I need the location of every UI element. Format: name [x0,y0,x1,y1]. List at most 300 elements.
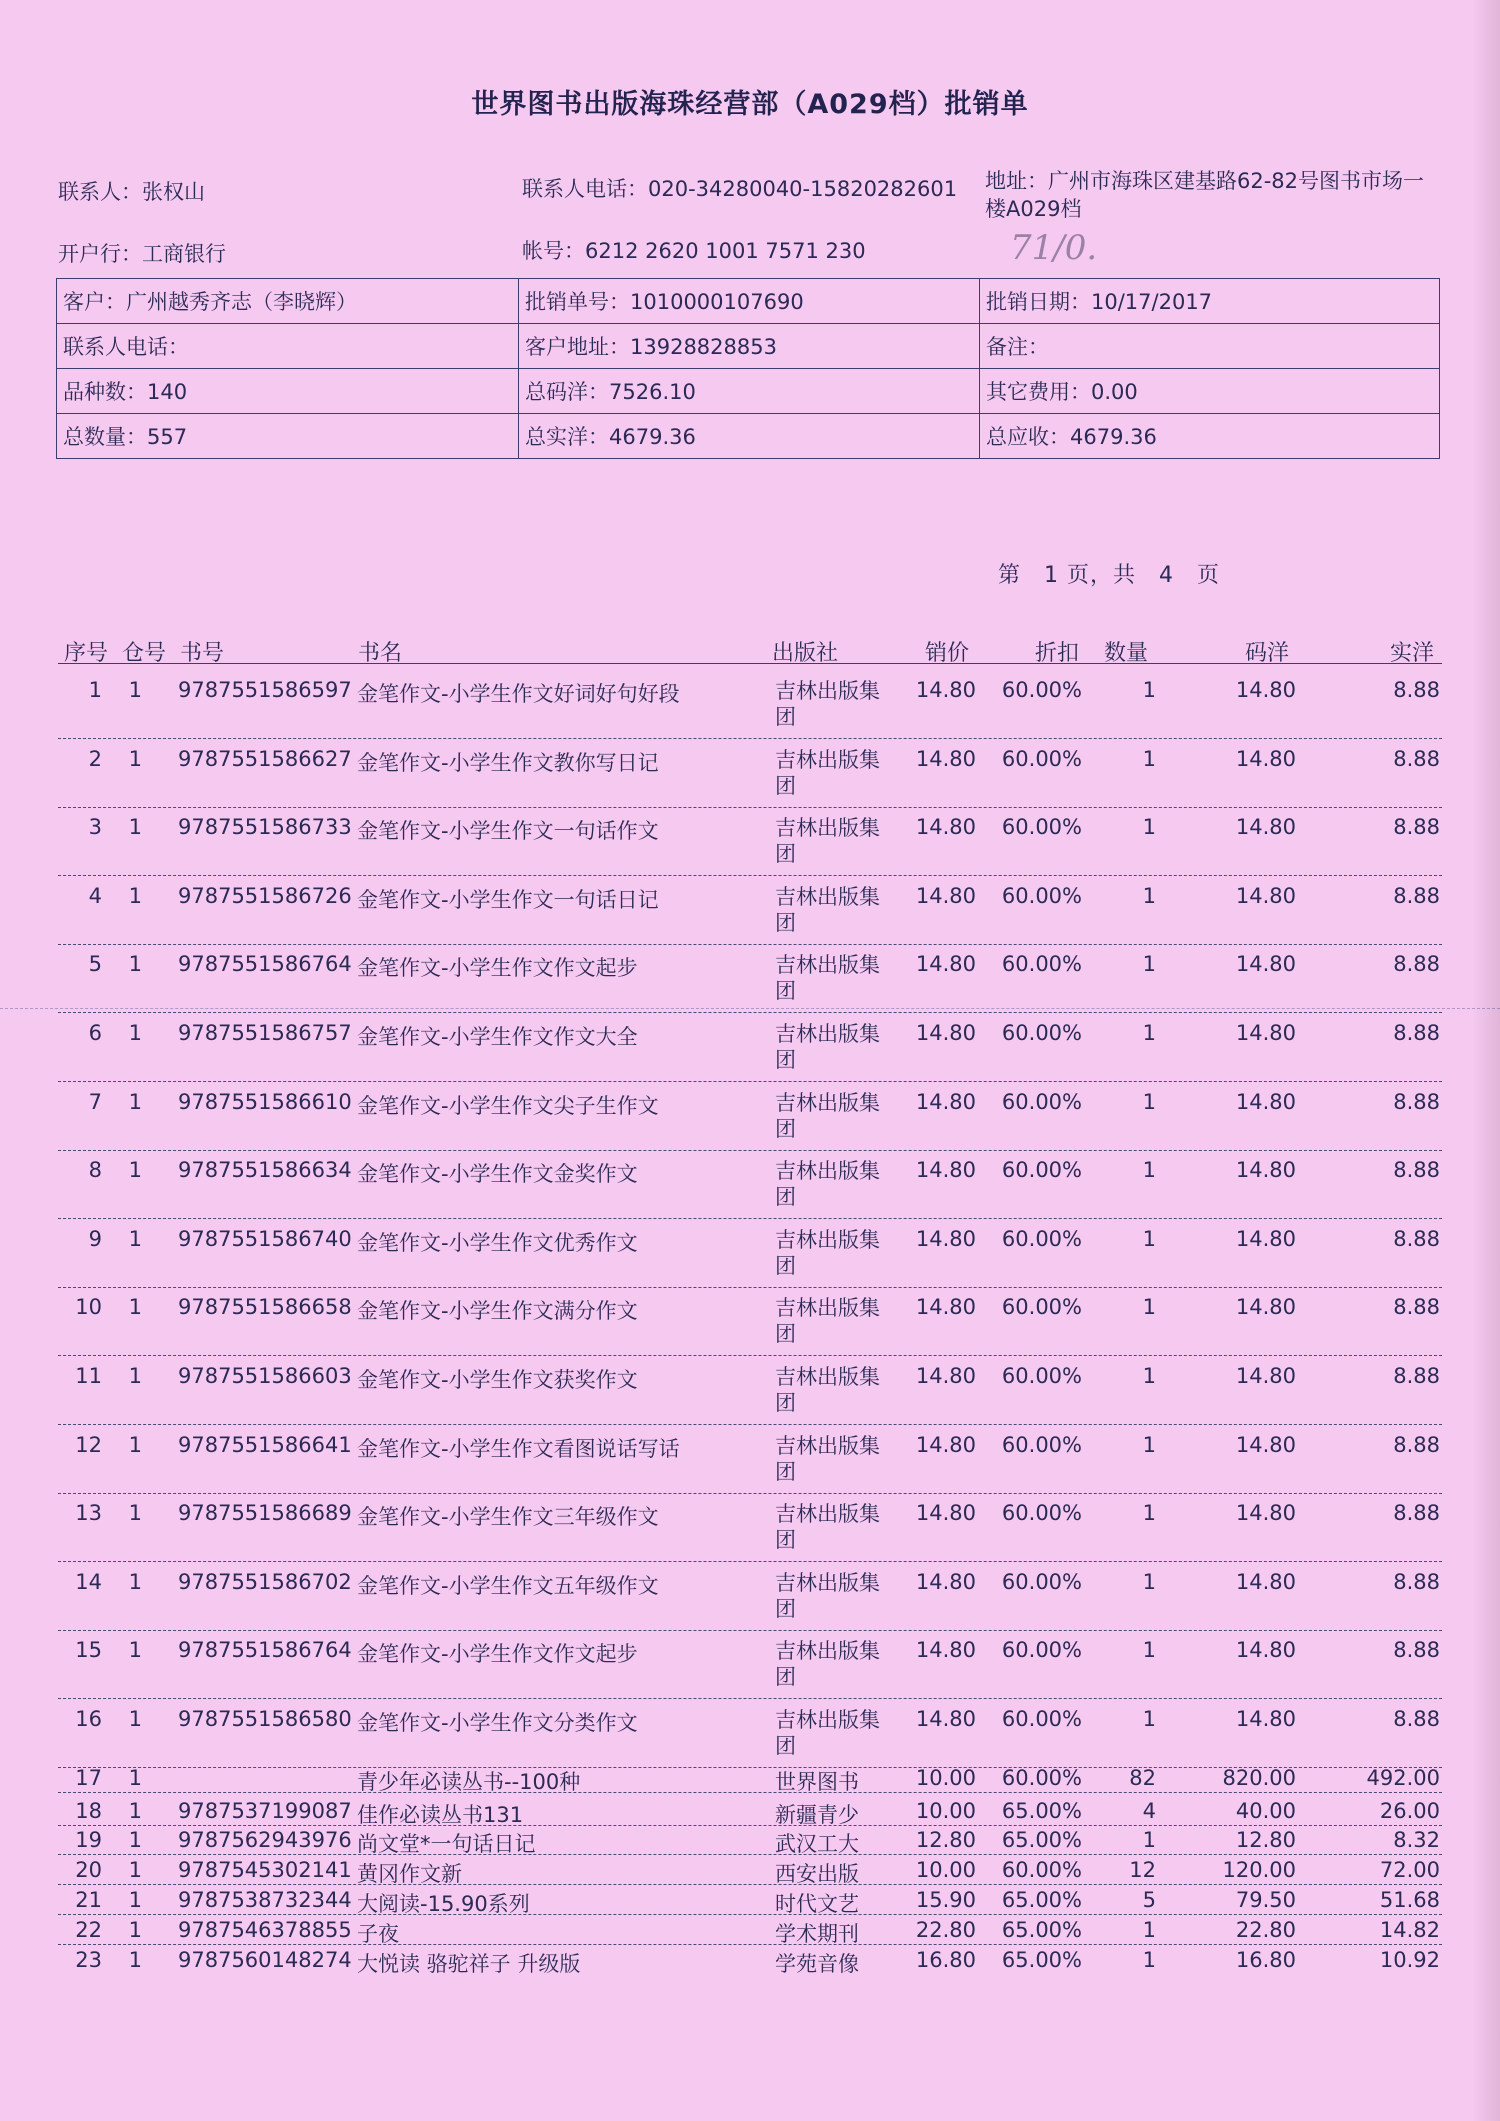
row-list-total: 14.80 [1235,884,1296,908]
summary-row [57,324,1440,369]
bank-account: 帐号：6212 2620 1001 7571 230 [522,239,866,263]
row-seq: 4 [88,884,102,908]
document-title: 世界图书出版海珠经营部（A029档）批销单 [471,89,1029,120]
row-isbn: 9787551586641 [178,1433,352,1457]
table-row [0,1701,1500,1769]
row-list-total: 820.00 [1222,1766,1296,1790]
row-separator [58,807,1442,808]
table-row [0,1632,1500,1700]
row-separator [58,1914,1442,1915]
row-warehouse: 1 [128,678,142,702]
row-publisher: 学术期刊 [775,1922,859,1946]
row-seq: 17 [75,1766,102,1790]
row-price: 15.90 [915,1888,976,1912]
row-isbn: 9787551586733 [178,815,352,839]
row-separator [58,1698,1442,1699]
row-qty: 4 [1142,1799,1156,1823]
row-list-total: 40.00 [1235,1799,1296,1823]
row-net-total: 8.88 [1393,1158,1440,1182]
row-net-total: 8.88 [1393,1227,1440,1251]
row-isbn: 9787551586764 [178,1638,352,1662]
row-warehouse: 1 [128,1570,142,1594]
summary-row [57,369,1440,414]
row-price: 14.80 [915,884,976,908]
row-list-total: 14.80 [1235,1295,1296,1319]
contact-person: 联系人：张权山 [58,180,205,204]
summary-row [57,279,1440,324]
row-title: 金笔作文-小学生作文尖子生作文 [357,1094,659,1118]
row-publisher: 吉林出版集团 [775,953,880,1003]
customer-name: 客户：广州越秀齐志（李晓辉） [57,279,519,324]
row-list-total: 14.80 [1235,1638,1296,1662]
row-publisher: 吉林出版集团 [775,679,880,729]
row-seq: 1 [88,678,102,702]
row-qty: 1 [1142,1918,1156,1942]
row-price: 14.80 [915,1021,976,1045]
row-title: 金笔作文-小学生作文作文起步 [357,1642,638,1666]
row-publisher: 吉林出版集团 [775,1571,880,1621]
row-title: 大悦读 骆驼祥子 升级版 [357,1952,581,1976]
row-separator [58,1854,1442,1855]
row-net-total: 8.88 [1393,1295,1440,1319]
row-list-total: 14.80 [1235,1364,1296,1388]
row-title: 佳作必读丛书131 [357,1803,524,1827]
row-price: 14.80 [915,1501,976,1525]
row-qty: 1 [1142,952,1156,976]
row-seq: 11 [75,1364,102,1388]
row-list-total: 12.80 [1235,1828,1296,1852]
row-list-total: 14.80 [1235,678,1296,702]
row-qty: 82 [1129,1766,1156,1790]
row-separator [58,738,1442,739]
row-warehouse: 1 [128,1799,142,1823]
row-title: 金笔作文-小学生作文满分作文 [357,1299,638,1323]
total-quantity: 总数量：557 [57,414,519,459]
total-net-price: 总实洋：4679.36 [519,414,980,459]
row-publisher: 吉林出版集团 [775,1296,880,1346]
row-net-total: 8.88 [1393,678,1440,702]
row-discount: 60.00% [1001,678,1082,702]
row-discount: 60.00% [1001,1501,1082,1525]
row-title: 大阅读-15.90系列 [357,1892,530,1916]
row-net-total: 8.88 [1393,815,1440,839]
row-warehouse: 1 [128,1858,142,1882]
table-row [0,946,1500,1014]
row-title: 青少年必读丛书--100种 [357,1770,581,1794]
row-discount: 65.00% [1001,1888,1082,1912]
row-warehouse: 1 [128,884,142,908]
row-discount: 60.00% [1001,747,1082,771]
row-qty: 1 [1142,1158,1156,1182]
row-warehouse: 1 [128,1766,142,1790]
row-separator [58,1218,1442,1219]
row-title: 金笔作文-小学生作文三年级作文 [357,1505,659,1529]
row-publisher: 新疆青少 [775,1803,859,1827]
row-separator [58,1150,1442,1151]
row-discount: 60.00% [1001,1158,1082,1182]
row-warehouse: 1 [128,747,142,771]
row-title: 金笔作文-小学生作文五年级作文 [357,1574,659,1598]
row-isbn: 9787538732344 [178,1888,352,1912]
row-price: 10.00 [915,1799,976,1823]
row-qty: 5 [1142,1888,1156,1912]
row-price: 14.80 [915,1638,976,1662]
customer-address: 客户地址：13928828853 [519,324,980,369]
row-seq: 7 [88,1090,102,1114]
row-price: 14.80 [915,815,976,839]
table-row [0,1826,1500,1856]
row-net-total: 8.88 [1393,1501,1440,1525]
row-separator [58,1884,1442,1885]
row-discount: 60.00% [1001,1295,1082,1319]
row-warehouse: 1 [128,1295,142,1319]
row-list-total: 120.00 [1222,1858,1296,1882]
seller-address: 地址：广州市海珠区建基路62-82号图书市场一楼A029档 [985,169,1425,221]
table-row [0,809,1500,877]
row-price: 22.80 [915,1918,976,1942]
row-separator [58,1493,1442,1494]
row-warehouse: 1 [128,1828,142,1852]
col-header-title: 书名 [358,641,403,666]
row-warehouse: 1 [128,952,142,976]
row-warehouse: 1 [128,1021,142,1045]
row-net-total: 8.88 [1393,1021,1440,1045]
row-publisher: 学苑音像 [775,1952,859,1976]
summary-row [57,414,1440,459]
row-publisher: 吉林出版集团 [775,1159,880,1209]
row-discount: 60.00% [1001,1858,1082,1882]
row-isbn: 9787551586610 [178,1090,352,1114]
row-price: 14.80 [915,952,976,976]
row-warehouse: 1 [128,1918,142,1942]
row-publisher: 时代文艺 [775,1892,859,1916]
row-net-total: 10.92 [1379,1948,1440,1972]
row-title: 金笔作文-小学生作文好词好句好段 [357,682,680,706]
row-isbn: 9787551586603 [178,1364,352,1388]
row-discount: 60.00% [1001,1021,1082,1045]
table-row [0,1015,1500,1083]
row-discount: 65.00% [1001,1799,1082,1823]
row-separator [58,1792,1442,1793]
row-price: 10.00 [915,1766,976,1790]
row-list-total: 14.80 [1235,1021,1296,1045]
row-discount: 60.00% [1001,884,1082,908]
row-warehouse: 1 [128,1158,142,1182]
row-seq: 20 [75,1858,102,1882]
col-header-net-total: 实洋 [1390,641,1435,666]
row-separator [58,1944,1442,1945]
row-isbn: 9787551586757 [178,1021,352,1045]
row-publisher: 世界图书 [775,1770,859,1794]
row-isbn: 9787551586658 [178,1295,352,1319]
row-seq: 21 [75,1888,102,1912]
invoice-date: 批销日期：10/17/2017 [980,279,1440,324]
row-list-total: 14.80 [1235,1501,1296,1525]
row-qty: 1 [1142,1501,1156,1525]
row-qty: 1 [1142,815,1156,839]
row-discount: 60.00% [1001,1570,1082,1594]
table-row [0,1797,1500,1827]
table-row [0,1764,1500,1794]
row-discount: 60.00% [1001,952,1082,976]
row-seq: 5 [88,952,102,976]
header-rule [58,663,1442,664]
row-list-total: 14.80 [1235,1227,1296,1251]
row-publisher: 吉林出版集团 [775,748,880,798]
row-title: 金笔作文-小学生作文作文起步 [357,956,638,980]
row-list-total: 14.80 [1235,747,1296,771]
row-seq: 2 [88,747,102,771]
row-net-total: 8.88 [1393,1570,1440,1594]
row-isbn: 9787546378855 [178,1918,352,1942]
customer-phone: 联系人电话： [57,324,519,369]
row-seq: 15 [75,1638,102,1662]
row-separator [58,1561,1442,1562]
table-row [0,1916,1500,1946]
contact-phone: 联系人电话：020-34280040-15820282601 [522,177,958,201]
row-isbn: 9787560148274 [178,1948,352,1972]
row-qty: 1 [1142,1364,1156,1388]
row-seq: 19 [75,1828,102,1852]
row-isbn: 9787545302141 [178,1858,352,1882]
row-net-total: 8.32 [1393,1828,1440,1852]
row-net-total: 14.82 [1379,1918,1440,1942]
row-isbn: 9787551586740 [178,1227,352,1251]
row-net-total: 72.00 [1379,1858,1440,1882]
row-list-total: 14.80 [1235,1433,1296,1457]
row-isbn: 9787551586634 [178,1158,352,1182]
row-warehouse: 1 [128,1227,142,1251]
row-net-total: 51.68 [1379,1888,1440,1912]
row-warehouse: 1 [128,1948,142,1972]
row-separator [58,1287,1442,1288]
col-header-discount: 折扣 [1035,641,1080,666]
row-isbn: 9787551586580 [178,1707,352,1731]
row-seq: 3 [88,815,102,839]
row-net-total: 8.88 [1393,1090,1440,1114]
row-isbn: 9787537199087 [178,1799,352,1823]
col-header-list-total: 码洋 [1245,641,1290,666]
row-discount: 60.00% [1001,1227,1082,1251]
row-title: 金笔作文-小学生作文金奖作文 [357,1162,638,1186]
summary-table [56,278,1440,459]
table-row [0,1946,1500,1976]
row-qty: 1 [1142,1227,1156,1251]
row-discount: 60.00% [1001,815,1082,839]
col-header-publisher: 出版社 [772,641,839,666]
row-warehouse: 1 [128,815,142,839]
row-separator [58,1355,1442,1356]
handwritten-note: 71/0. [1010,228,1098,268]
row-publisher: 吉林出版集团 [775,1228,880,1278]
row-publisher: 吉林出版集团 [775,1502,880,1552]
table-row [0,1564,1500,1632]
row-title: 金笔作文-小学生作文一句话作文 [357,819,659,843]
row-isbn: 9787551586702 [178,1570,352,1594]
row-separator [58,1424,1442,1425]
total-list-price: 总码洋：7526.10 [519,369,980,414]
row-qty: 1 [1142,1295,1156,1319]
row-seq: 22 [75,1918,102,1942]
total-receivable: 总应收：4679.36 [980,414,1440,459]
row-qty: 1 [1142,1090,1156,1114]
row-price: 12.80 [915,1828,976,1852]
row-publisher: 武汉工大 [775,1832,859,1856]
row-separator [58,944,1442,945]
row-qty: 1 [1142,747,1156,771]
row-warehouse: 1 [128,1888,142,1912]
row-discount: 60.00% [1001,1090,1082,1114]
row-title: 黄冈作文新 [357,1862,462,1886]
row-publisher: 吉林出版集团 [775,885,880,935]
row-warehouse: 1 [128,1090,142,1114]
row-qty: 12 [1129,1858,1156,1882]
row-price: 14.80 [915,1158,976,1182]
row-qty: 1 [1142,1828,1156,1852]
row-separator [58,1012,1442,1013]
row-seq: 14 [75,1570,102,1594]
row-warehouse: 1 [128,1638,142,1662]
row-list-total: 14.80 [1235,1707,1296,1731]
row-warehouse: 1 [128,1501,142,1525]
row-seq: 18 [75,1799,102,1823]
bank-name: 开户行：工商银行 [58,242,226,266]
row-seq: 23 [75,1948,102,1972]
table-row [0,1886,1500,1916]
table-row [0,1358,1500,1426]
row-qty: 1 [1142,678,1156,702]
table-row [0,1152,1500,1220]
other-fees: 其它费用：0.00 [980,369,1440,414]
row-list-total: 14.80 [1235,1090,1296,1114]
row-price: 14.80 [915,1570,976,1594]
table-row [0,1221,1500,1289]
table-row [0,1495,1500,1563]
row-publisher: 吉林出版集团 [775,1091,880,1141]
page-indicator: 第 1 页，共 4 页 [998,563,1220,588]
row-qty: 1 [1142,1021,1156,1045]
row-seq: 12 [75,1433,102,1457]
row-price: 14.80 [915,1433,976,1457]
row-discount: 60.00% [1001,1433,1082,1457]
row-title: 金笔作文-小学生作文一句话日记 [357,888,659,912]
row-net-total: 492.00 [1366,1766,1440,1790]
row-list-total: 14.80 [1235,1158,1296,1182]
row-discount: 65.00% [1001,1918,1082,1942]
row-net-total: 8.88 [1393,747,1440,771]
table-row [0,1856,1500,1886]
table-row [0,672,1500,740]
row-discount: 65.00% [1001,1828,1082,1852]
row-separator [58,1081,1442,1082]
row-list-total: 22.80 [1235,1918,1296,1942]
row-seq: 10 [75,1295,102,1319]
row-warehouse: 1 [128,1433,142,1457]
row-publisher: 吉林出版集团 [775,1022,880,1072]
row-title: 金笔作文-小学生作文教你写日记 [357,751,659,775]
row-title: 金笔作文-小学生作文获奖作文 [357,1368,638,1392]
row-list-total: 14.80 [1235,815,1296,839]
row-list-total: 14.80 [1235,952,1296,976]
row-discount: 65.00% [1001,1948,1082,1972]
row-qty: 1 [1142,884,1156,908]
row-separator [58,1630,1442,1631]
col-header-isbn: 书号 [180,641,225,666]
row-separator [58,875,1442,876]
col-header-seq: 序号 [64,641,109,666]
row-price: 14.80 [915,678,976,702]
col-header-warehouse: 仓号 [122,641,167,666]
table-row [0,1084,1500,1152]
row-title: 金笔作文-小学生作文分类作文 [357,1711,638,1735]
row-seq: 8 [88,1158,102,1182]
row-publisher: 吉林出版集团 [775,816,880,866]
row-qty: 1 [1142,1948,1156,1972]
row-publisher: 西安出版 [775,1862,859,1886]
row-price: 14.80 [915,1295,976,1319]
row-seq: 6 [88,1021,102,1045]
row-discount: 60.00% [1001,1364,1082,1388]
row-price: 14.80 [915,1090,976,1114]
row-isbn: 9787551586597 [178,678,352,702]
row-net-total: 8.88 [1393,1364,1440,1388]
col-header-price: 销价 [925,641,970,666]
col-header-qty: 数量 [1104,641,1149,666]
row-net-total: 8.88 [1393,1433,1440,1457]
row-warehouse: 1 [128,1707,142,1731]
row-discount: 60.00% [1001,1766,1082,1790]
row-qty: 1 [1142,1638,1156,1662]
row-discount: 60.00% [1001,1638,1082,1662]
row-title: 金笔作文-小学生作文优秀作文 [357,1231,638,1255]
row-title: 金笔作文-小学生作文看图说话写话 [357,1437,680,1461]
row-price: 14.80 [915,1364,976,1388]
invoice-number: 批销单号：1010000107690 [519,279,980,324]
item-count: 品种数：140 [57,369,519,414]
row-warehouse: 1 [128,1364,142,1388]
row-publisher: 吉林出版集团 [775,1434,880,1484]
row-publisher: 吉林出版集团 [775,1708,880,1758]
table-row [0,1289,1500,1357]
row-title: 子夜 [357,1922,399,1946]
row-net-total: 8.88 [1393,1638,1440,1662]
remarks: 备注： [980,324,1440,369]
row-price: 10.00 [915,1858,976,1882]
row-title: 尚文堂*一句话日记 [357,1832,536,1856]
row-list-total: 14.80 [1235,1570,1296,1594]
table-row [0,741,1500,809]
row-qty: 1 [1142,1433,1156,1457]
row-net-total: 8.88 [1393,952,1440,976]
row-net-total: 26.00 [1379,1799,1440,1823]
row-list-total: 79.50 [1235,1888,1296,1912]
row-isbn: 9787551586764 [178,952,352,976]
row-isbn: 9787551586627 [178,747,352,771]
row-list-total: 16.80 [1235,1948,1296,1972]
row-seq: 9 [88,1227,102,1251]
table-row [0,878,1500,946]
row-isbn: 9787551586726 [178,884,352,908]
row-price: 14.80 [915,1227,976,1251]
row-net-total: 8.88 [1393,884,1440,908]
row-publisher: 吉林出版集团 [775,1365,880,1415]
row-discount: 60.00% [1001,1707,1082,1731]
row-price: 14.80 [915,747,976,771]
row-price: 14.80 [915,1707,976,1731]
row-isbn: 9787562943976 [178,1828,352,1852]
row-qty: 1 [1142,1570,1156,1594]
row-seq: 16 [75,1707,102,1731]
